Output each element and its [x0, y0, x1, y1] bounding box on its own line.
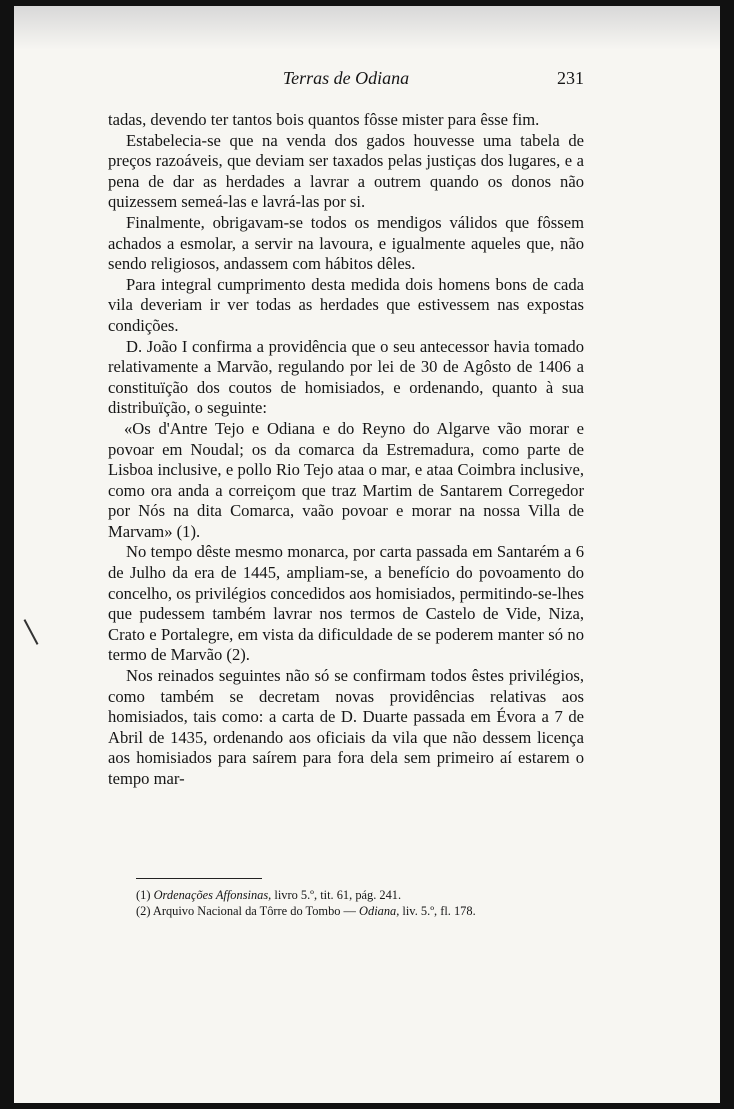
footnote-2 [136, 903, 586, 919]
footnote-ref: liv. 5.º, fl. 178. [399, 904, 476, 918]
footnote-source: Arquivo Nacional da Tôrre do Tombo — [150, 904, 360, 918]
running-title: Terras de Odiana [282, 68, 410, 88]
paragraph: Finalmente, obrigavam-se todos os mendigos válidos que fôssem achados a esmolar, a servir na lavoura, e igualmente aqueles que, não sendo religiosos, andassem com hábitos dêles. [108, 212, 584, 274]
paragraph: Para integral cumprimento desta medida dois homens bons de cada vila deveriam ir ver todas as herdades que estivessem nas expostas condições. [108, 274, 584, 335]
block-quote: «Os d'Antre Tejo e Odiana e do Reyno do Algarve vão morar e povoar em Noudal; os da comarca da Estremadura, como parte de Lisboa inclusive, e pollo Rio Tejo ataa o mar, e ataa Coimbra inclusive, como ora anda a correiçom que traz Martim de Santarem Corregedor por Nós na dita Comarca, vaão povoar e morar na nossa Villa de Marvam» (1). [108, 418, 584, 541]
paragraph: Estabelecia-se que na venda dos gados houvesse uma tabela de preços razoáveis, que deviam ser taxados pelas justiças dos lugares, e a pena de dar as herdades a lavrar a outrem quando os donos não quizessem semeá-las e lavrá-las por si. [108, 130, 584, 212]
footnote-ref: livro 5.º, tit. 61, pág. 241. [271, 888, 402, 902]
footnotes [136, 887, 586, 919]
footnote-number: (2) [136, 904, 151, 918]
paragraph: Nos reinados seguintes não só se confirmam todos êstes privilégios, como também se decretam novas providências relativas aos homisiados, tais como: a carta de D. Duarte passada em Évora a 7 de Abril de 1435, ordenando aos oficiais da vila que não dessem licença aos homisiados para saírem para fora dela sem primeiro aí estarem o tempo mar- [108, 666, 584, 788]
running-header [108, 68, 584, 94]
scan-shadow [14, 6, 720, 50]
paragraph: No tempo dêste mesmo monarca, por carta passada em Santarém a 6 de Julho da era de 1445, ampliam-se, a benefício do povoamento do concelho, os privilégios concedidos aos homisiados, permitindo-se-lhes que pudessem também lavrar nos termos de Castelo de Vide, Niza, Crato e Portalegre, em vista da dificuldade de se poderem manter só no termo de Marvão (2). [108, 542, 584, 665]
body-text [108, 110, 584, 790]
margin-mark [24, 619, 39, 645]
page-number: 231 [557, 68, 584, 88]
footnote-rule [136, 878, 262, 879]
book-page [14, 6, 720, 1103]
paragraph: D. João I confirma a providência que o seu antecessor havia tomado relativamente a Marvão, regulando por lei de 30 de Agôsto de 1406 a constituïção dos coutos de homisiados, e ordenando, quanto à sua distribuïção, o seguinte: [108, 336, 584, 418]
footnote-1 [136, 887, 586, 903]
footnote-title: Odiana, [359, 904, 400, 918]
footnote-title: Ordenações Affonsinas, [153, 888, 272, 902]
footnote-number: (1) [136, 888, 151, 902]
paragraph: tadas, devendo ter tantos bois quantos fôsse mister para êsse fim. [108, 110, 540, 129]
